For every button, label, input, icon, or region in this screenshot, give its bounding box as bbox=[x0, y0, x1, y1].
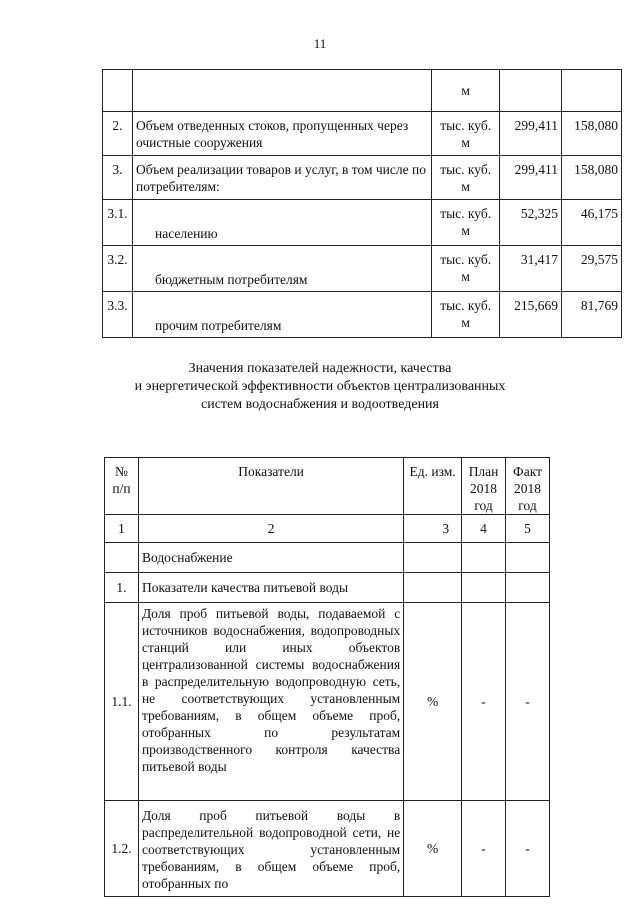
header-plan: План 2018 год bbox=[462, 458, 506, 515]
indicators-table bbox=[104, 457, 550, 897]
heading-line: и энергетической эффективности объектов централизованных bbox=[134, 379, 506, 394]
value-cell: 299,411 bbox=[500, 156, 562, 200]
table-row bbox=[105, 603, 550, 801]
value-cell: 215,669 bbox=[500, 292, 562, 338]
column-number: 2 bbox=[138, 515, 403, 543]
row-number: 3.1. bbox=[103, 200, 133, 246]
table-row bbox=[103, 200, 622, 246]
value-cell: 46,175 bbox=[562, 200, 622, 246]
unit-cell: % bbox=[404, 603, 462, 801]
page-number: 11 bbox=[313, 36, 327, 51]
unit-cell: тыс. куб. м bbox=[432, 246, 500, 292]
value-cell: 29,575 bbox=[562, 246, 622, 292]
unit-cell: тыс. куб. м bbox=[432, 200, 500, 246]
row-number: 1.2. bbox=[105, 801, 139, 897]
header-fact: Факт 2018 год bbox=[506, 458, 550, 515]
row-number: 2. bbox=[103, 112, 133, 156]
fact-value: - bbox=[506, 603, 550, 801]
row-name: прочим потребителям bbox=[132, 292, 431, 338]
row-name: населению bbox=[132, 200, 431, 246]
table-row bbox=[105, 801, 550, 897]
row-name: Доля проб питьевой воды, подаваемой с источников водоснабжения, водопроводных станций или иных объектов централизованной системы водоснабжения в распределительную водопроводную сеть, не соответствующих установленным требованиям, в общем объеме проб, отобранных по результатам производственного контроля качества питьевой воды bbox=[138, 603, 403, 801]
table-row bbox=[103, 292, 622, 338]
unit-cell: м bbox=[432, 70, 500, 112]
column-number: 3 bbox=[404, 515, 462, 543]
unit-cell: тыс. куб. м bbox=[432, 292, 500, 338]
column-number: 5 bbox=[506, 515, 550, 543]
table-row bbox=[103, 156, 622, 200]
volume-table bbox=[102, 69, 622, 338]
row-number: 1. bbox=[105, 573, 139, 603]
column-number-row bbox=[105, 515, 550, 543]
unit-cell: тыс. куб. м bbox=[432, 156, 500, 200]
plan-value: - bbox=[462, 603, 506, 801]
section-heading bbox=[0, 360, 640, 414]
row-number: 3. bbox=[103, 156, 133, 200]
row-number: 3.2. bbox=[103, 246, 133, 292]
value-cell: 81,769 bbox=[562, 292, 622, 338]
row-number: 3.3. bbox=[103, 292, 133, 338]
value-cell: 52,325 bbox=[500, 200, 562, 246]
row-name: Объем реализации товаров и услуг, в том числе по потребителям: bbox=[132, 156, 431, 200]
heading-line: Значения показателей надежности, качества bbox=[188, 361, 452, 376]
row-name: Объем отведенных стоков, пропущенных через очистные сооружения bbox=[132, 112, 431, 156]
section-title: Водоснабжение bbox=[138, 543, 403, 573]
unit-cell: тыс. куб. м bbox=[432, 112, 500, 156]
column-number: 4 bbox=[462, 515, 506, 543]
table-row bbox=[103, 112, 622, 156]
value-cell: 158,080 bbox=[562, 156, 622, 200]
value-cell: 31,417 bbox=[500, 246, 562, 292]
value-cell: 158,080 bbox=[562, 112, 622, 156]
row-name: бюджетным потребителям bbox=[132, 246, 431, 292]
table-header-row bbox=[105, 458, 550, 515]
unit-cell: % bbox=[404, 801, 462, 897]
table-row bbox=[103, 246, 622, 292]
row-number: 1.1. bbox=[105, 603, 139, 801]
heading-line: систем водоснабжения и водоотведения bbox=[201, 397, 439, 412]
row-name: Показатели качества питьевой воды bbox=[138, 573, 403, 603]
header-unit: Ед. изм. bbox=[404, 458, 462, 515]
header-indicator: Показатели bbox=[138, 458, 403, 515]
table-row bbox=[103, 70, 622, 112]
header-num: № п/п bbox=[105, 458, 139, 515]
section-row bbox=[105, 543, 550, 573]
table-row bbox=[105, 573, 550, 603]
plan-value: - bbox=[462, 801, 506, 897]
value-cell: 299,411 bbox=[500, 112, 562, 156]
column-number: 1 bbox=[105, 515, 139, 543]
row-name: Доля проб питьевой воды в распределительной водопроводной сети, не соответствующих установленным требованиям, в общем объеме проб, отобранных по bbox=[138, 801, 403, 897]
fact-value: - bbox=[506, 801, 550, 897]
